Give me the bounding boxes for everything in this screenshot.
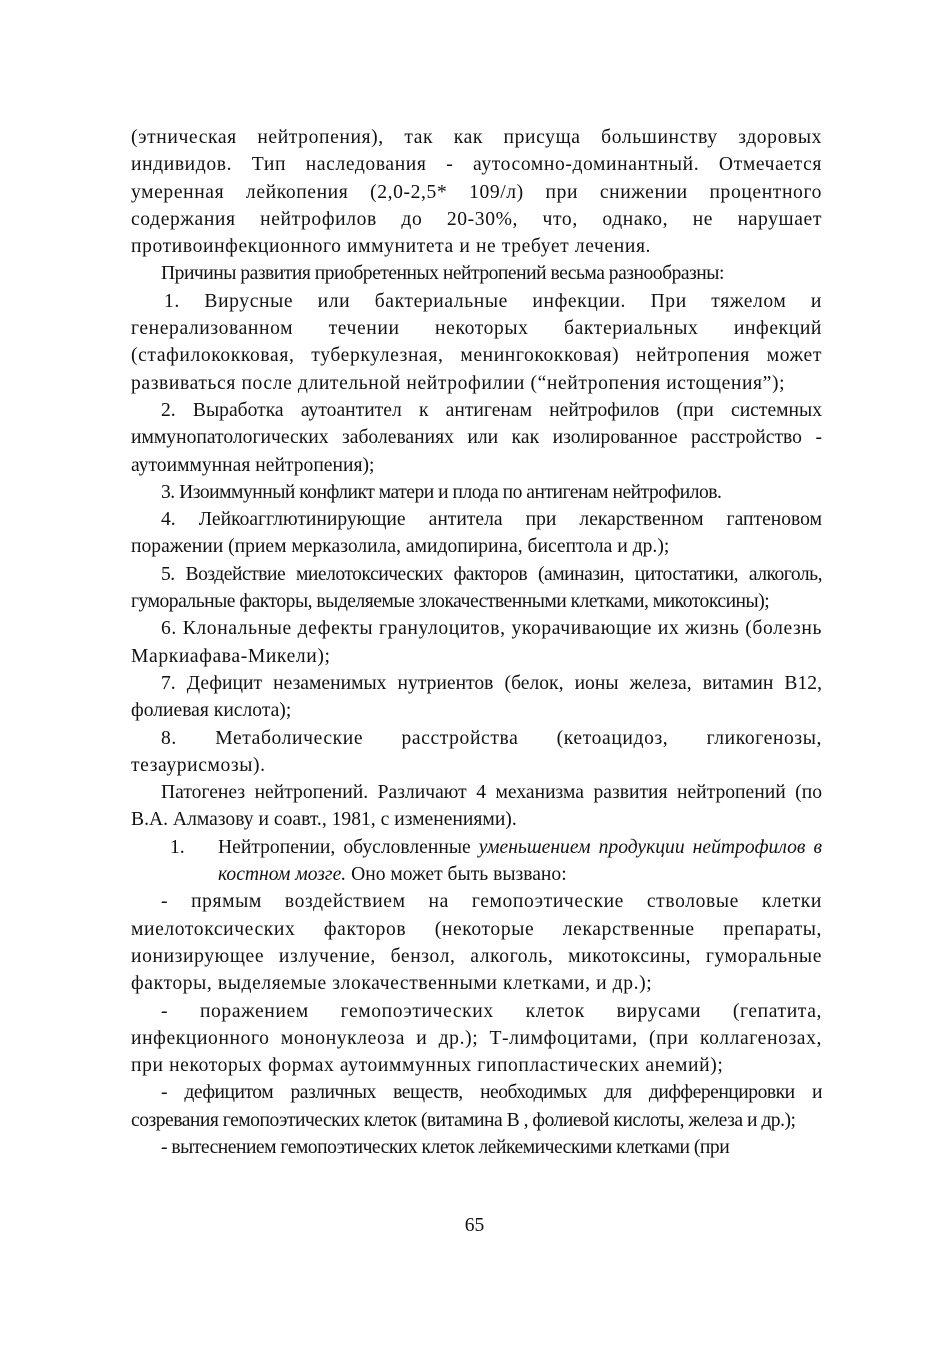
cause-substance-deficit: - дефицитом различных веществ, необходимых для дифференцировки и созревания гемопоэтических клеток (витамина В , фолиевой кислоты, железа и др.);: [131, 1082, 822, 1131]
mechanism-1: [131, 834, 822, 889]
list-item-5-myelotoxic: 5. Воздействие миелотоксических факторов (аминазин, цитостатики, алкоголь, гуморальные факторы, выделяемые злокачественными клетками, микотоксины);: [131, 563, 822, 613]
mechanism-1-first-line: [131, 834, 822, 889]
mechanism-1-emphasis: уменьшением продукции нейтрофилов в костном мозге.: [218, 836, 822, 886]
list-item-2-autoantibodies: 2. Выработка аутоантител к антигенам нейтрофилов (при системных иммунопатологических заболеваниях или как изолированное расстройство - аутоиммунная нейтропения);: [131, 399, 822, 476]
cause-leukemic-displacement: - вытеснением гемопоэтических клеток лейкемическими клетками (при: [161, 1136, 730, 1158]
paragraph-acquired-causes-intro: Причины развития приобретенных нейтропений весьма разнообразны:: [161, 263, 724, 285]
list-item-8-metabolic: 8. Метаболические расстройства (кетоацидоз, гликогенозы, тезаурисмозы).: [131, 727, 822, 776]
page-body: [131, 124, 822, 1161]
page-number: 65: [464, 1215, 485, 1236]
cause-viral-damage: - поражением гемопоэтических клеток вирусами (гепатита, инфекционного мононуклеоза и др.); Т-лимфоцитами, (при коллагенозах, при некоторых формах аутоиммунных гипопластических анемий);: [131, 1000, 822, 1077]
mechanism-1-lead: Нейтропении, обусловленные: [218, 836, 471, 858]
paragraph-hereditary-neutropenia: (этническая нейтропения), так как присуща большинству здоровых индивидов. Тип наследования - аутосомно-доминантный. Отмечается умеренная лейкопения (2,0-2,5* 109/л) при снижении процентного содержания нейтрофилов до 20-30%, что, однако, не нарушает противоинфекционного иммунитета и не требует лечения.: [131, 127, 822, 258]
mechanism-1-text: [218, 834, 822, 889]
paragraph-pathogenesis: Патогенез нейтропений. Различают 4 механизма развития нейтропений (по В.А. Алмазову и соавт., 1981, с изменениями).: [131, 782, 822, 831]
list-item-6-clonal-defects: 6. Клональные дефекты гранулоцитов, укорачивающие их жизнь (болезнь Маркиафава-Микели);: [131, 618, 822, 667]
list-item-7-nutrient-deficit: 7. Дефицит незаменимых нутриентов (белок, ионы железа, витамин В12, фолиевая кислота);: [131, 672, 822, 722]
mechanism-1-number: 1.: [170, 836, 185, 858]
list-item-4-leukoagglutinins: 4. Лейкоагглютинирующие антитела при лекарственном гаптеновом поражении (прием мерказолила, амидопирина, бисептола и др.);: [131, 509, 822, 558]
mechanism-1-tail: Оно может быть вызвано:: [351, 864, 567, 886]
list-item-3-isoimmune: 3. Изоиммунный конфликт матери и плода по антигенам нейтрофилов.: [161, 481, 722, 503]
list-item-1-infections: 1. Вирусные или бактериальные инфекции. При тяжелом и генерализованном течении некоторых бактериальных инфекций (стафилококковая, туберкулезная, менингококковая) нейтропения может развиваться после длительной нейтрофилии (“нейтропения истощения”);: [131, 290, 822, 394]
cause-direct-myelotoxic: - прямым воздействием на гемопоэтические стволовые клетки миелотоксических факторов (некоторые лекарственные препараты, ионизирующее излучение, бензол, алкоголь, микотоксины, гуморальные факторы, выделяемые злокачественными клетками, и др.);: [131, 891, 822, 995]
